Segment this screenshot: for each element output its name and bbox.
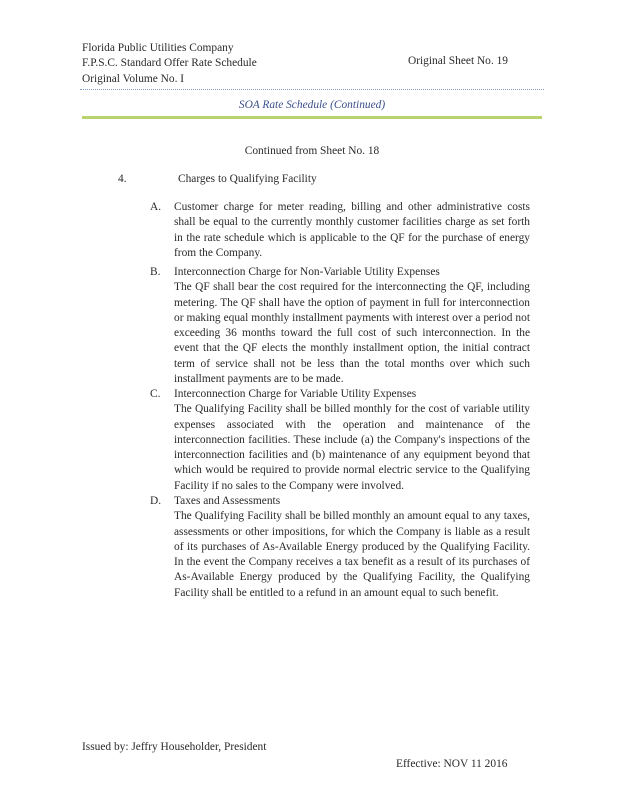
continued-note: Continued from Sheet No. 18 <box>244 145 380 157</box>
company-name: Florida Public Utilities Company <box>82 42 234 54</box>
item-text: The Qualifying Facility shall be billed monthly an amount equal to any taxes, assessments or other impositions, for which the Company is liable as a result of its purchases of As-Available Energy produced by the Qualifying Facility. In the event the Company receives a tax benefit as a result of its purchases of As-Available Energy produced by the Qualifying Facility, the Qualifying Facility shall be entitled to a refund in an amount equal to such benefit. <box>174 510 530 599</box>
item-body <box>174 387 530 494</box>
item-letter: C. <box>150 388 161 400</box>
header-divider <box>80 89 544 90</box>
header-left <box>82 41 382 87</box>
subtitle-underline <box>82 116 542 119</box>
item-text: The QF shall bear the cost required for the interconnecting the QF, including metering. The QF shall have the option of payment in full for interconnection or making equal monthly installment payments with interest over a period not exceeding 36 months toward the full cost of such interconnection. In the event that the QF elects the monthly installment option, the initial contract term of service shall not be less than the total months over which such installment payments are to be made. <box>174 281 530 386</box>
item-body <box>174 200 530 261</box>
issued-by: Issued by: Jeffry Householder, President <box>82 741 267 753</box>
section-number: 4. <box>118 173 127 185</box>
item-body <box>174 494 530 601</box>
item-text: Customer charge for meter reading, billing and other administrative costs shall be equal to the currently monthly customer facilities charge as set forth in the rate schedule which is applicable to the QF for the purchase of energy from the Company. <box>174 201 530 259</box>
item-letter: A. <box>150 201 162 213</box>
schedule-name: F.P.S.C. Standard Offer Rate Schedule <box>82 57 257 70</box>
item-letter: B. <box>150 266 161 278</box>
item-letter: D. <box>150 495 162 507</box>
page-subtitle: SOA Rate Schedule (Continued) <box>238 99 386 111</box>
section-title: Charges to Qualifying Facility <box>178 173 317 185</box>
effective-date: Effective: NOV 11 2016 <box>396 758 508 770</box>
item-title: Interconnection Charge for Non-Variable Utility Expenses <box>174 266 440 278</box>
sheet-number: Original Sheet No. 19 <box>408 55 508 67</box>
volume-label: Original Volume No. I <box>82 72 185 85</box>
item-text: The Qualifying Facility shall be billed monthly for the cost of variable utility expenses associated with the operation and maintenance of the interconnection facilities. These include (a) the Company's inspections of the interconnection facilities and (b) maintenance of any equipment beyond that which would be required to provide normal electric service to the Qualifying Facility if no sales to the Company were involved. <box>174 403 530 492</box>
item-title: Interconnection Charge for Variable Utility Expenses <box>174 388 417 400</box>
item-body <box>174 265 530 387</box>
item-title: Taxes and Assessments <box>174 495 281 507</box>
